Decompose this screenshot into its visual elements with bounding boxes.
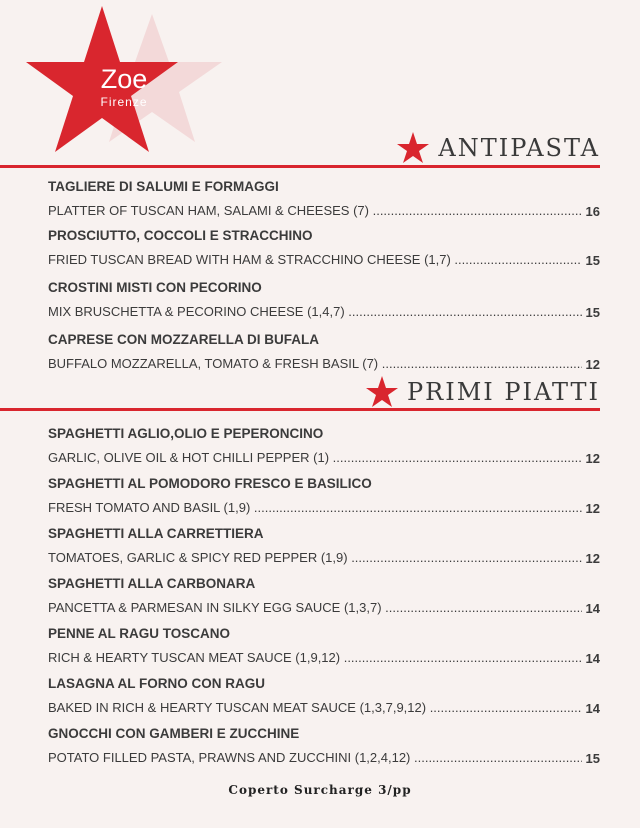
item-price: 15 (585, 751, 600, 766)
section-header-antipasta (396, 131, 600, 165)
item-description: PLATTER OF TUSCAN HAM, SALAMI & CHEESES (7) ..... (48, 202, 582, 220)
item-name: GNOCCHI CON GAMBERI E ZUCCHINE (48, 726, 300, 741)
brand-name: Zoe (100, 64, 148, 94)
brand-location: Firenze (100, 95, 148, 109)
item-name: PENNE AL RAGU TOSCANO (48, 626, 231, 641)
star-icon (396, 131, 430, 165)
menu-item (48, 279, 608, 321)
section-title: ANTIPASTA (438, 134, 600, 162)
logo (22, 4, 242, 154)
section-title: PRIMI PIATTI (407, 378, 600, 406)
item-description: MIX BRUSCHETTA & PECORINO CHEESE (1,4,7) ..... (48, 303, 582, 321)
item-description: TOMATOES, GARLIC & SPICY RED PEPPER (1,9) ..... (48, 549, 582, 567)
menu-item (48, 725, 608, 767)
item-description: RICH & HEARTY TUSCAN MEAT SAUCE (1,9,12) ..... (48, 649, 582, 667)
item-price: 15 (585, 253, 600, 268)
section-divider (0, 165, 600, 168)
item-name: TAGLIERE DI SALUMI E FORMAGGI (48, 179, 279, 194)
item-name: CROSTINI MISTI CON PECORINO (48, 280, 262, 295)
item-price: 14 (585, 601, 600, 616)
item-name: PROSCIUTTO, COCCOLI E STRACCHINO (48, 228, 313, 243)
item-price: 12 (585, 501, 600, 516)
cover-charge-note: Coperto Surcharge 3/pp (228, 783, 412, 797)
item-price: 12 (585, 357, 600, 372)
item-price: 14 (585, 651, 600, 666)
item-description: BUFFALO MOZZARELLA, TOMATO & FRESH BASIL (7) ..... (48, 355, 582, 373)
item-name: SPAGHETTI ALLA CARRETTIERA (48, 526, 264, 541)
item-name: LASAGNA AL FORNO CON RAGU (48, 676, 265, 691)
menu-item (48, 425, 608, 467)
item-name: SPAGHETTI ALLA CARBONARA (48, 576, 256, 591)
menu-item (48, 525, 608, 567)
item-description: GARLIC, OLIVE OIL & HOT CHILLI PEPPER (1) ..... (48, 449, 582, 467)
item-price: 14 (585, 701, 600, 716)
item-price: 16 (585, 204, 600, 219)
item-description: FRIED TUSCAN BREAD WITH HAM & STRACCHINO CHEESE (1,7) ..... (48, 251, 582, 269)
item-price: 15 (585, 305, 600, 320)
item-description: POTATO FILLED PASTA, PRAWNS AND ZUCCHINI (1,2,4,12) ..... (48, 749, 582, 767)
menu-item (48, 625, 608, 667)
section-header-primi-piatti (365, 375, 600, 409)
menu-item (48, 675, 608, 717)
item-description: BAKED IN RICH & HEARTY TUSCAN MEAT SAUCE (1,3,7,9,12) ..... (48, 699, 582, 717)
menu-item (48, 331, 608, 373)
item-price: 12 (585, 551, 600, 566)
item-name: CAPRESE CON MOZZARELLA DI BUFALA (48, 332, 319, 347)
item-name: SPAGHETTI AGLIO,OLIO E PEPERONCINO (48, 426, 324, 441)
item-description: PANCETTA & PARMESAN IN SILKY EGG SAUCE (1,3,7) ..... (48, 599, 582, 617)
menu-item (48, 575, 608, 617)
menu-item (48, 227, 608, 269)
item-name: SPAGHETTI AL POMODORO FRESCO E BASILICO (48, 476, 372, 491)
item-price: 12 (585, 451, 600, 466)
menu-item (48, 475, 608, 517)
section-divider (0, 408, 600, 411)
star-icon (365, 375, 399, 409)
item-description: FRESH TOMATO AND BASIL (1,9) ..... (48, 499, 582, 517)
menu-item (48, 178, 608, 220)
